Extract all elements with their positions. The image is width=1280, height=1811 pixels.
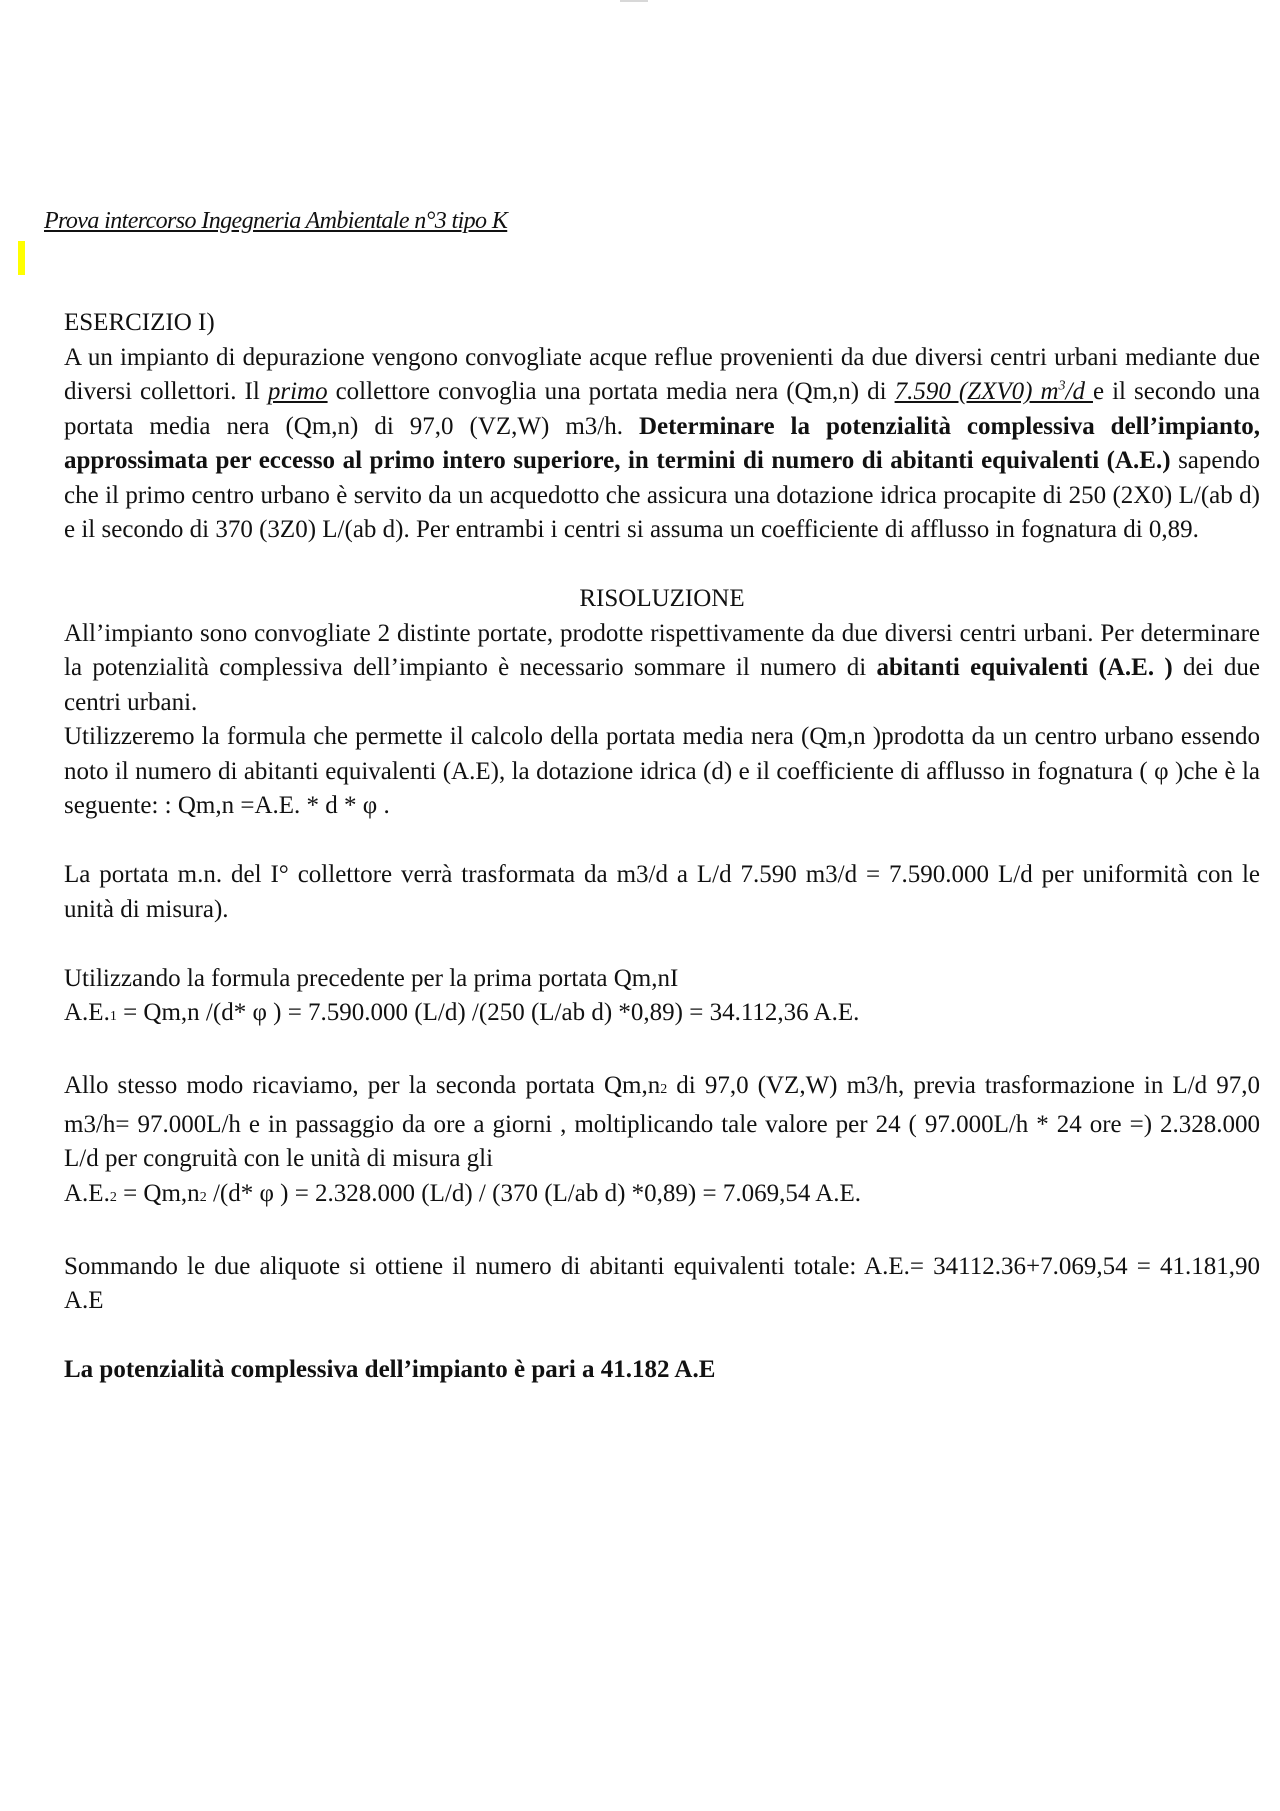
emphasis-primo: primo <box>267 378 328 405</box>
flow-value-unit: /d <box>1065 378 1093 405</box>
exercise-question-bold: Determinare la potenzialità complessiva dell’impianto, approssimata per eccesso al primo intero superiore, in termini di numero di abitanti equivalenti (A.E.) <box>64 412 1260 474</box>
solution-text-part: Allo stesso modo ricaviamo, per la seconda portata Qm,n <box>64 1072 661 1099</box>
solution-paragraph-7: Sommando le due aliquote si ottiene il numero di abitanti equivalenti totale: A.E.= 34112.36+7.069,54 = 41.181,90 A.E <box>64 1252 1260 1314</box>
solution-paragraph-2: Utilizzeremo la formula che permette il calcolo della portata media nera (Qm,n )prodotta da un centro urbano essendo noto il numero di abitanti equivalenti (A.E), la dotazione idrica (d) e il coefficiente di afflusso in fognatura ( φ )che è la seguente: : Qm,n =A.E. * d * φ . <box>64 723 1260 819</box>
solution-text-part: dei due centri urbani. <box>64 654 1260 716</box>
emphasis-flow-value <box>895 378 1093 405</box>
solution-paragraph-5 <box>64 1069 1260 1177</box>
solution-text-part: All’impianto sono convogliate 2 distinte portate, prodotte rispettivamente da due diversi centri urbani. Per determinare la potenzialità complessiva dell’impianto è necessario sommare il numero di <box>64 619 1260 681</box>
flow-value-superscript: 3 <box>1058 378 1066 394</box>
ae-label: A.E. <box>64 999 110 1026</box>
exercise-text-part: A un impianto di depurazione vengono convogliate acque reflue provenienti da due diversi centri urbani mediante due diversi collettori. Il <box>64 343 1260 405</box>
top-edge-mark <box>620 0 648 2</box>
exercise-text <box>64 341 1260 548</box>
document-body <box>64 306 1260 1388</box>
qmn-subscript: 2 <box>199 1189 207 1205</box>
flow-value-number: 7.590 (ZXV0) m <box>894 378 1059 405</box>
conclusion: La potenzialità complessiva dell’impianto è pari a 41.182 A.E <box>64 1356 716 1383</box>
solution-paragraph-4-line2 <box>64 996 1260 1035</box>
ae-subscript: 2 <box>109 1189 117 1205</box>
spacer <box>64 824 1260 859</box>
highlight-marker <box>18 241 25 275</box>
spacer <box>64 927 1260 962</box>
formula-text: /(d* φ ) = 2.328.000 (L/d) / (370 (L/ab d) *0,89) = 7.069,54 A.E. <box>206 1179 862 1207</box>
solution-paragraph-4-line1: Utilizzando la formula precedente per la prima portata Qm,nI <box>64 964 679 992</box>
solution-bold-term: abitanti equivalenti (A.E. ) <box>876 654 1173 681</box>
formula-text: = Qm,n /(d* φ ) = 7.590.000 (L/d) /(250 (L/ab d) *0,89) = 34.112,36 A.E. <box>116 999 860 1026</box>
exercise-text-part: collettore convoglia una portata media nera (Qm,n) di <box>327 378 895 405</box>
qmn-subscript: 2 <box>660 1082 668 1097</box>
ae-subscript: 1 <box>109 1009 117 1024</box>
exercise-text-part: e il secondo una portata media nera (Qm,n) di 97,0 (VZ,W) m3/h. <box>64 378 1261 440</box>
spacer <box>64 1319 1260 1354</box>
formula-text: = Qm,n <box>116 1179 200 1207</box>
solution-text-part: di 97,0 (VZ,W) m3/h, previa trasformazione in L/d 97,0 m3/h= 97.000L/h e in passaggio da ore a giorni , moltiplicando tale valore per 24 ( 97.000L/h * 24 ore =) 2.328.000 L/d per congruità con le unità di misura gli <box>64 1072 1260 1172</box>
exercise-text-part: sapendo che il primo centro urbano è servito da un acquedotto che assicura una dotazione idrica procapite di 250 (2X0) L/(ab d) e il secondo di 370 (3Z0) L/(ab d). Per entrambi i centri si assuma un coefficiente di afflusso in fognatura di 0,89. <box>64 447 1260 543</box>
solution-paragraph-6 <box>64 1177 1260 1216</box>
exercise-title: ESERCIZIO I) <box>64 309 215 336</box>
solution-title: RISOLUZIONE <box>579 585 745 612</box>
solution-paragraph-3: La portata m.n. del I° collettore verrà trasformata da m3/d a L/d 7.590 m3/d = 7.590.000 L/d per uniformità con le unità di misura). <box>64 861 1260 923</box>
spacer <box>64 1215 1260 1250</box>
ae-label: A.E. <box>64 1179 110 1207</box>
solution-paragraph-1 <box>64 617 1260 721</box>
document-header: Prova intercorso Ingegneria Ambientale n°3 tipo K <box>44 208 508 234</box>
spacer <box>64 1035 1260 1070</box>
spacer <box>64 548 1260 583</box>
